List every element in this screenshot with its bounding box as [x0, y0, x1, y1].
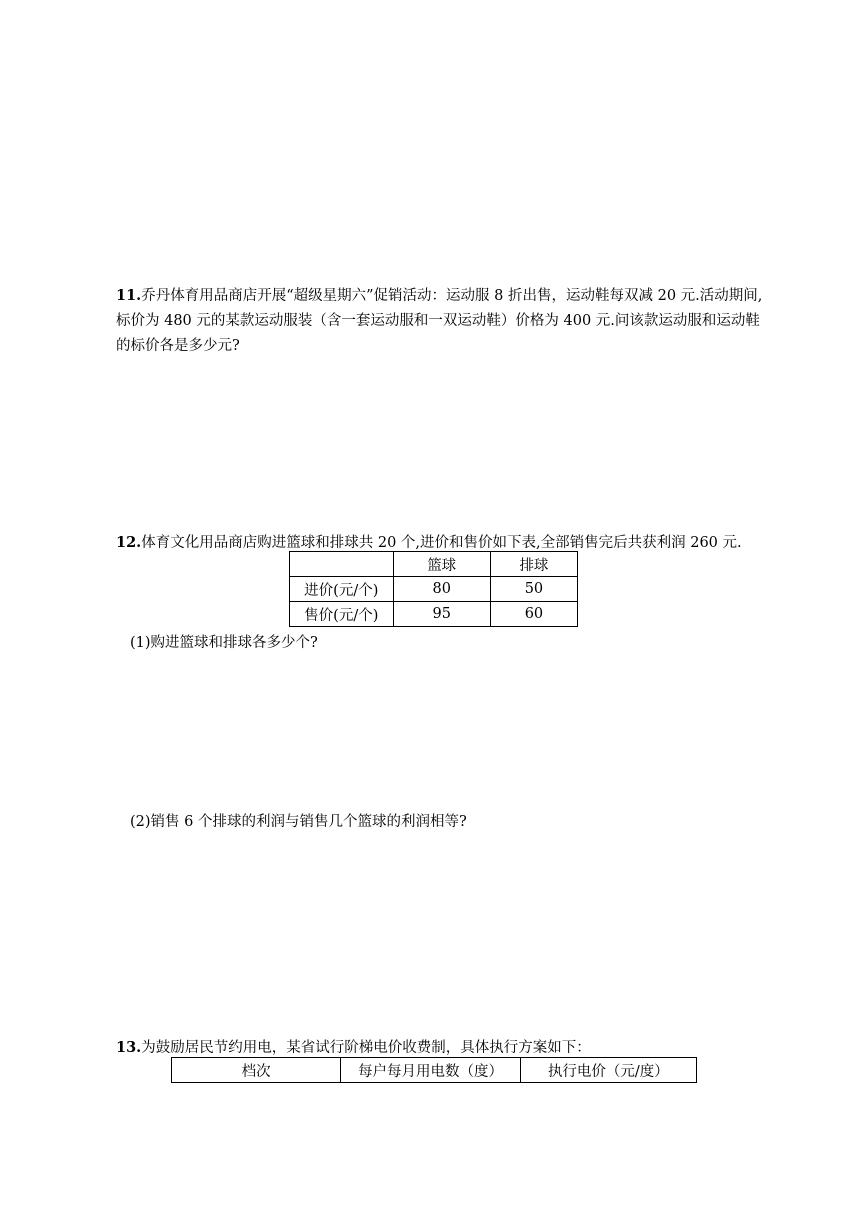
question-12-part-1: (1)购进篮球和排球各多少个?: [130, 635, 318, 651]
question-12-number: 12.: [116, 534, 142, 551]
table-cell: 售价(元/个): [290, 602, 394, 627]
question-11: [116, 283, 766, 359]
question-13-text: 为鼓励居民节约用电，某省试行阶梯电价收费制，具体执行方案如下：: [141, 1040, 591, 1056]
table-header-cell: [290, 552, 394, 577]
question-11-number: 11.: [116, 287, 142, 304]
table-header-cell: 每户每月用电数（度）: [341, 1058, 520, 1083]
table-row: [290, 552, 578, 577]
question-12-part-2: (2)销售 6 个排球的利润与销售几个篮球的利润相等?: [130, 814, 467, 830]
table-header-cell: 执行电价（元/度）: [520, 1058, 696, 1083]
question-12-text: 体育文化用品商店购进篮球和排球共 20 个,进价和售价如下表,全部销售完后共获利润 260 元.: [141, 535, 742, 551]
table-header-cell: 排球: [490, 552, 577, 577]
electricity-table: [171, 1057, 697, 1083]
question-13-number: 13.: [116, 1039, 142, 1056]
table-cell: 95: [393, 602, 490, 627]
table-cell: 进价(元/个): [290, 577, 394, 602]
price-table: [289, 551, 578, 627]
table-row: [172, 1058, 697, 1083]
table-row: [290, 577, 578, 602]
question-11-text: 乔丹体育用品商店开展“超级星期六”促销活动：运动服 8 折出售，运动鞋每双减 20 元.活动期间,标价为 480 元的某款运动服装（含一套运动服和一双运动鞋）价格为 400 元.问该款运动服和运动鞋的标价各是多少元?: [116, 288, 763, 354]
table-cell: 60: [490, 602, 577, 627]
table-header-cell: 档次: [172, 1058, 341, 1083]
table-header-cell: 篮球: [393, 552, 490, 577]
table-cell: 80: [393, 577, 490, 602]
table-cell: 50: [490, 577, 577, 602]
table-row: [290, 602, 578, 627]
